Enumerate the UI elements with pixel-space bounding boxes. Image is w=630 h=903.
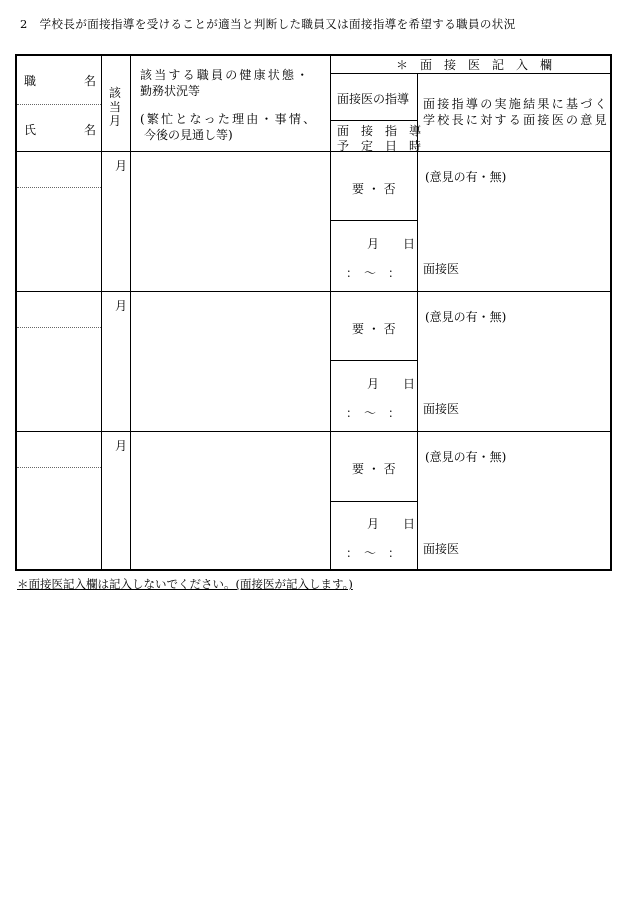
row-time: ： ～ ：	[346, 546, 401, 560]
schedule-label-1: 面 接 指 導	[337, 124, 422, 138]
row-divider	[16, 431, 611, 432]
month-label: 該当月	[108, 86, 121, 128]
row-doctor: 面接医	[423, 402, 460, 416]
guidance-need-label: 面接医の指導	[337, 92, 410, 106]
status-label-4: 今後の見通し等)	[144, 128, 233, 142]
row-month: 月	[115, 299, 128, 313]
col-divider-3	[330, 55, 331, 571]
row-time: ： ～ ：	[346, 266, 401, 280]
row-divider	[16, 291, 611, 292]
row-opinion: (意見の有・無)	[425, 310, 507, 324]
row-split-line	[331, 220, 417, 221]
job-title-label: 職 名	[24, 74, 97, 88]
row-split-line	[331, 360, 417, 361]
opinion-label-1: 面接指導の実施結果に基づく	[423, 97, 609, 111]
opinion-label-2: 学校長に対する面接医の意見	[423, 113, 609, 127]
row-doctor: 面接医	[423, 542, 460, 556]
row-opinion: (意見の有・無)	[425, 450, 507, 464]
status-label-3: (繁忙となった理由・事情、	[140, 112, 318, 126]
row-need: 要 ・ 否	[352, 182, 396, 196]
row-month: 月	[115, 439, 128, 453]
row-name-dotted	[17, 327, 101, 328]
row-name-dotted	[17, 467, 101, 468]
row-need: 要 ・ 否	[352, 322, 396, 336]
status-label-1: 該当する職員の健康状態・	[140, 68, 311, 82]
row-split-line	[331, 501, 417, 502]
page-title: 2 学校長が面接指導を受けることが適当と判断した職員又は面接指導を希望する職員の状況	[20, 17, 516, 31]
header-doctor-line	[331, 73, 611, 74]
col-divider-2	[130, 55, 131, 571]
name-label: 氏 名	[24, 123, 97, 137]
col-divider-1	[101, 55, 102, 571]
header-name-dotted	[17, 104, 101, 105]
row-name-dotted	[17, 187, 101, 188]
footnote: ＊面接医記入欄は記入しないでください。(面接医が記入します。)	[17, 577, 353, 591]
row-doctor: 面接医	[423, 262, 460, 276]
row-need: 要 ・ 否	[352, 462, 396, 476]
row-date: 月 日	[367, 237, 416, 251]
row-date: 月 日	[367, 377, 416, 391]
status-label-2: 勤務状況等	[140, 84, 201, 98]
row-date: 月 日	[367, 517, 416, 531]
schedule-label-2: 予 定 日 時	[337, 139, 422, 153]
table-border	[15, 54, 612, 571]
row-opinion: (意見の有・無)	[425, 170, 507, 184]
row-month: 月	[115, 159, 128, 173]
doctor-section-label: ＊ 面 接 医 記 入 欄	[396, 58, 553, 72]
header-bottom-line	[16, 151, 611, 152]
header-schedule-line	[331, 120, 417, 121]
row-time: ： ～ ：	[346, 406, 401, 420]
